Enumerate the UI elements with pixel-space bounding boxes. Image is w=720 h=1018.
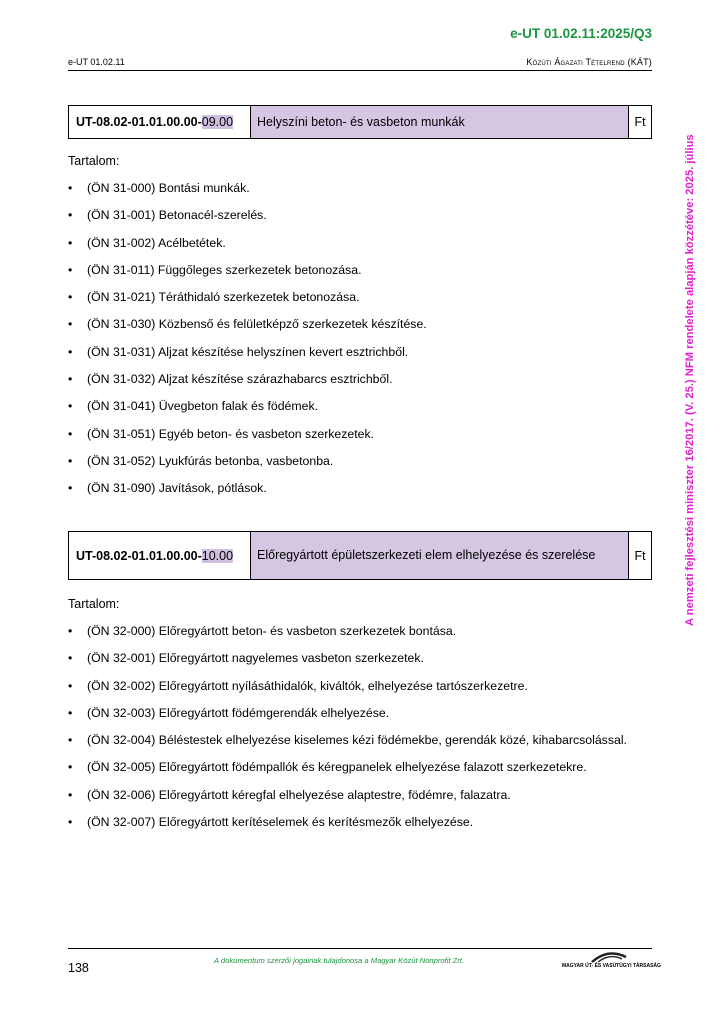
list-item: • (ÖN 32-000) Előregyártott beton- és vasbeton szerkezetek bontása. [68, 624, 648, 639]
header-right: Közúti Ágazati Tételrend (KÁT) [526, 57, 652, 67]
list-item: • (ÖN 32-007) Előregyártott kerítéselemek és kerítésmezők elhelyezése. [68, 815, 648, 830]
list-item: • (ÖN 32-005) Előregyártott födémpallók és kéregpanelek elhelyezése falazott szerkezetekre. [68, 760, 648, 775]
item-code-box-2 [68, 531, 652, 580]
item-code-suffix: 10.00 [201, 548, 234, 563]
item-code-suffix: 09.00 [201, 115, 234, 129]
publication-side-note: A nemzeti fejlesztési miniszter 16/2017. (V. 25.) NFM rendelete alapján közzétéve: 2025. július [684, 134, 696, 626]
list-item: • (ÖN 32-002) Előregyártott nyílásáthidalók, kiváltók, elhelyezése tartószerkezetre. [68, 679, 648, 694]
list-item: • (ÖN 31-021) Téráthidaló szerkezetek betonozása. [68, 290, 648, 305]
footer-rule [68, 948, 652, 949]
document-code: e-UT 01.02.11:2025/Q3 [510, 26, 652, 41]
list-item: • (ÖN 31-051) Egyéb beton- és vasbeton szerkezetek. [68, 427, 648, 442]
content-label: Tartalom: [68, 154, 120, 168]
item-title: Előregyártott épületszerkezeti elem elhelyezése és szerelése [251, 532, 629, 579]
item-code-prefix: UT-08.02-01.01.00.00- [76, 115, 202, 129]
item-title: Helyszíni beton- és vasbeton munkák [251, 106, 629, 138]
item-code-prefix: UT-08.02-01.01.00.00- [76, 548, 202, 563]
item-code-box-1 [68, 105, 652, 139]
content-list [68, 624, 648, 842]
list-item: • (ÖN 31-041) Üvegbeton falak és födémek. [68, 399, 648, 414]
list-item: • (ÖN 31-032) Aljzat készítése szárazhabarcs esztrichből. [68, 372, 648, 387]
list-item: • (ÖN 31-052) Lyukfúrás betonba, vasbetonba. [68, 454, 648, 469]
list-item: • (ÖN 32-001) Előregyártott nagyelemes vasbeton szerkezetek. [68, 651, 648, 666]
list-item: • (ÖN 31-031) Aljzat készítése helyszínen kevert esztrichből. [68, 345, 648, 360]
header-left: e-UT 01.02.11 [68, 57, 125, 67]
item-unit: Ft [634, 548, 646, 563]
item-unit: Ft [634, 115, 646, 129]
logo-mark-icon [562, 950, 654, 964]
list-item: • (ÖN 31-000) Bontási munkák. [68, 181, 648, 196]
list-item: • (ÖN 31-001) Betonacél-szerelés. [68, 208, 648, 223]
header-rule [68, 70, 652, 71]
list-item: • (ÖN 31-011) Függőleges szerkezetek betonozása. [68, 263, 648, 278]
list-item: • (ÖN 32-003) Előregyártott födémgerendák elhelyezése. [68, 706, 648, 721]
content-list [68, 181, 648, 509]
content-label: Tartalom: [68, 597, 120, 611]
list-item: • (ÖN 32-006) Előregyártott kéregfal elhelyezése alaptestre, födémre, falazatra. [68, 788, 648, 803]
list-item: • (ÖN 31-030) Közbenső és felületképző szerkezetek készítése. [68, 317, 648, 332]
company-logo [562, 950, 661, 972]
item-code [69, 532, 251, 579]
page-number: 138 [68, 961, 89, 975]
logo-text: MAGYAR ÚT- ÉS VASÚTÜGYI TÁRSASÁG [562, 963, 661, 969]
list-item: • (ÖN 32-004) Béléstestek elhelyezése kiselemes kézi födémekbe, gerendák közé, kihabarcsolással. [68, 733, 648, 748]
item-code [69, 106, 251, 138]
copyright-note: A dokumentum szerzői jogainak tulajdonosa a Magyar Közút Nonprofit Zrt. [214, 956, 465, 965]
list-item: • (ÖN 31-002) Acélbetétek. [68, 236, 648, 251]
list-item: • (ÖN 31-090) Javítások, pótlások. [68, 481, 648, 496]
